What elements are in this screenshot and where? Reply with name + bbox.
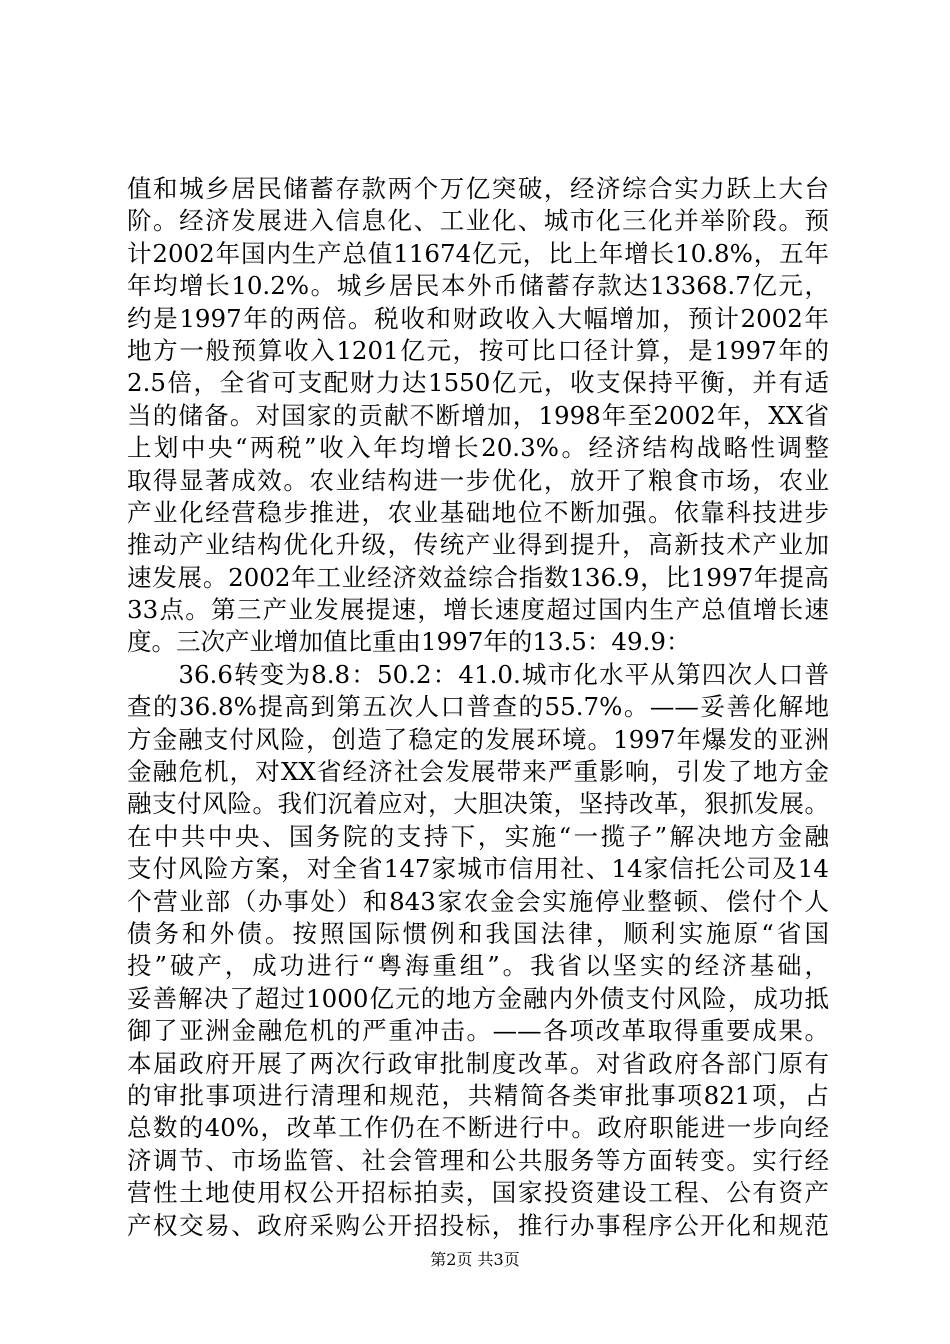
text-line: 度。三次产业增加值比重由1997年的13.5：49.9：	[127, 627, 691, 657]
text-line: 营性土地使用权公开招标拍卖，国家投资建设工程、公有资产	[127, 1178, 829, 1208]
text-line: 2.5倍，全省可支配财力达1550亿元，收支保持平衡，并有适	[127, 368, 829, 398]
text-line: 阶。经济发展进入信息化、工业化、城市化三化并举阶段。预	[127, 206, 829, 236]
text-line: 速发展。2002年工业经济效益综合指数136.9，比1997年提高	[127, 562, 829, 592]
text-line: 值和城乡居民储蓄存款两个万亿突破，经济综合实力跃上大台	[127, 174, 829, 203]
text-line: 取得显著成效。农业结构进一步优化，放开了粮食市场，农业	[127, 465, 829, 495]
text-line: 36.6转变为8.8：50.2：41.0.城市化水平从第四次人口普	[127, 659, 829, 689]
text-line: 融支付风险。我们沉着应对，大胆决策，坚持改革，狠抓发展。	[127, 789, 829, 819]
text-line: 支付风险方案，对全省147家城市信用社、14家信托公司及14	[127, 854, 829, 884]
text-line: 产业化经营稳步推进，农业基础地位不断加强。依靠科技进步	[127, 497, 829, 527]
text-line: 地方一般预算收入1201亿元，按可比口径计算，是1997年的	[127, 335, 829, 365]
text-line: 御了亚洲金融危机的严重冲击。——各项改革取得重要成果。	[127, 1016, 829, 1046]
text-line: 年均增长10.2%。城乡居民本外币储蓄存款达13368.7亿元，	[127, 271, 829, 301]
text-line: 金融危机，对XX省经济社会发展带来严重影响，引发了地方金	[127, 757, 829, 787]
text-line: 在中共中央、国务院的支持下，实施“一揽子”解决地方金融	[127, 821, 829, 851]
text-line: 个营业部（办事处）和843家农金会实施停业整顿、偿付个人	[127, 886, 829, 916]
page-number-label: 第2页 共3页	[430, 1250, 520, 1269]
text-line: 投”破产，成功进行“粤海重组”。我省以坚实的经济基础，	[127, 951, 829, 981]
text-line: 计2002年国内生产总值11674亿元，比上年增长10.8%，五年	[127, 238, 829, 268]
text-line: 的审批事项进行清理和规范，共精简各类审批事项821项，占	[127, 1080, 829, 1110]
text-line: 总数的40%，改革工作仍在不断进行中。政府职能进一步向经	[127, 1113, 829, 1143]
text-line: 本届政府开展了两次行政审批制度改革。对省政府各部门原有	[127, 1048, 829, 1078]
text-line: 济调节、市场监管、社会管理和公共服务等方面转变。实行经	[127, 1145, 829, 1175]
text-line: 妥善解决了超过1000亿元的地方金融内外债支付风险，成功抵	[127, 983, 829, 1013]
text-line: 产权交易、政府采购公开招投标，推行办事程序公开化和规范	[127, 1210, 829, 1240]
text-line: 查的36.8%提高到第五次人口普查的55.7%。——妥善化解地	[127, 692, 829, 722]
body-text	[127, 173, 829, 1242]
page-footer	[0, 1247, 950, 1270]
text-line: 上划中央“两税”收入年均增长20.3%。经济结构战略性调整	[127, 433, 829, 463]
text-line: 当的储备。对国家的贡献不断增加，1998年至2002年，XX省	[127, 400, 829, 430]
text-line: 33点。第三产业发展提速，增长速度超过国内生产总值增长速	[127, 595, 829, 625]
text-line: 约是1997年的两倍。税收和财政收入大幅增加，预计2002年	[127, 303, 829, 333]
text-line: 债务和外债。按照国际惯例和我国法律，顺利实施原“省国	[127, 918, 829, 948]
text-line: 推动产业结构优化升级，传统产业得到提升，高新技术产业加	[127, 530, 829, 560]
text-line: 方金融支付风险，创造了稳定的发展环境。1997年爆发的亚洲	[127, 724, 829, 754]
